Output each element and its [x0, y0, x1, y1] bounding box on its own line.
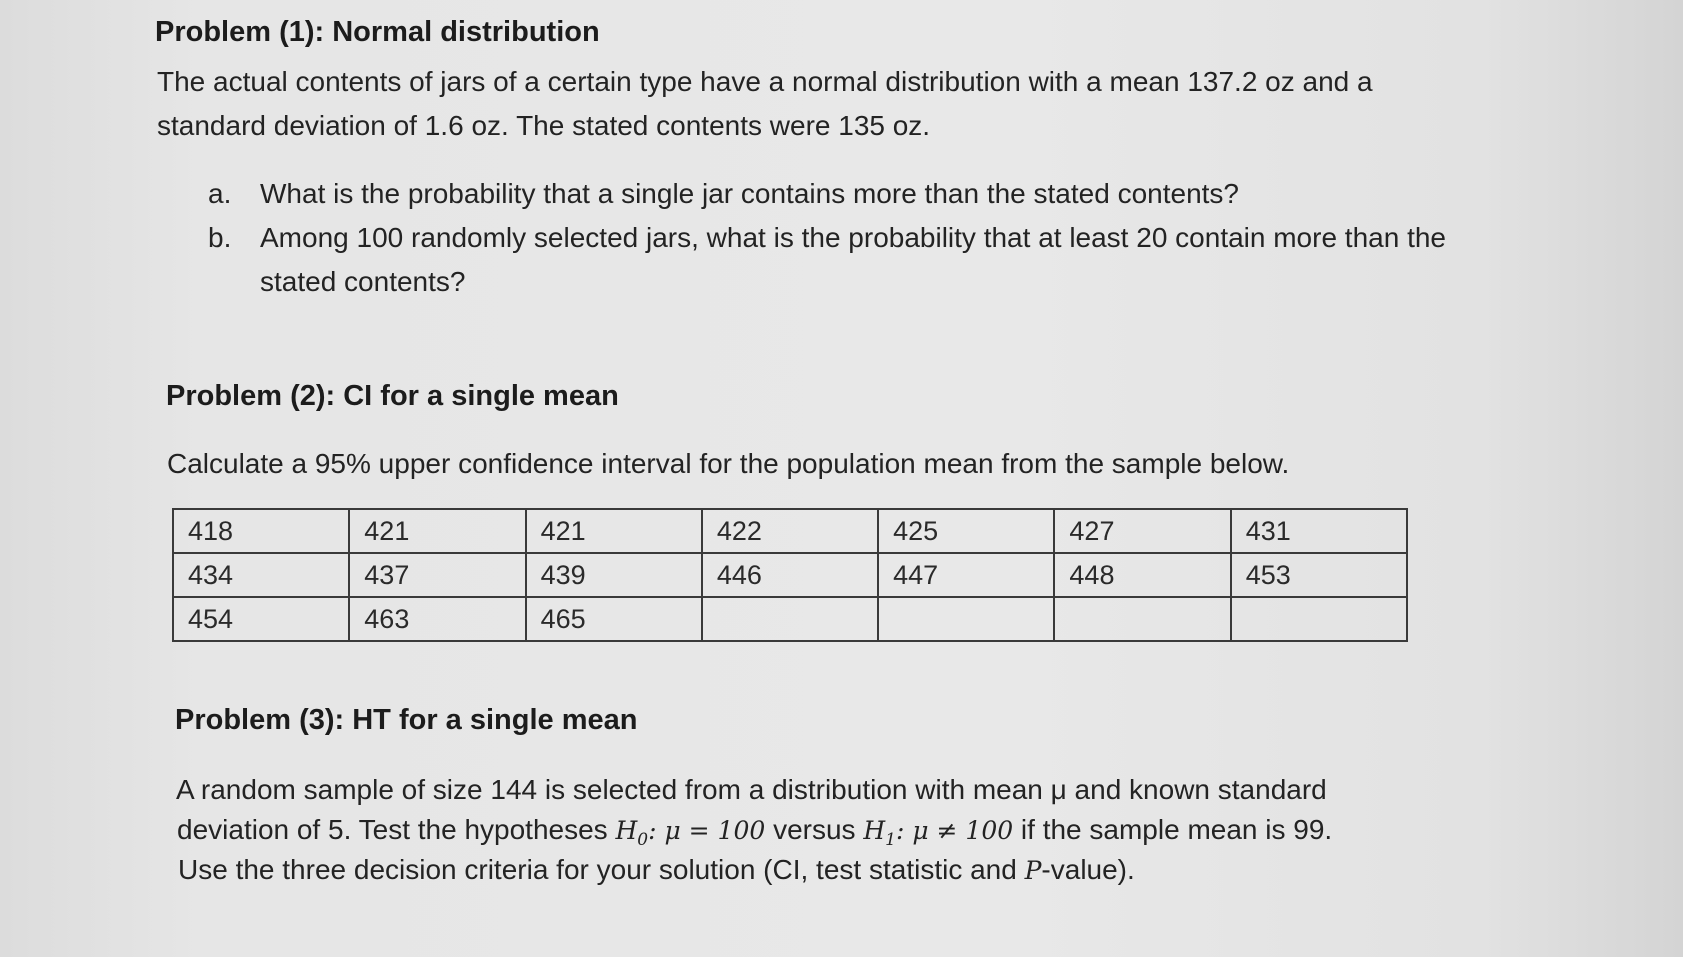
problem1-title: Problem (1): Normal distribution — [155, 16, 600, 48]
versus-word: versus — [773, 814, 856, 845]
table-cell: 418 — [173, 509, 349, 553]
table-cell — [878, 597, 1054, 641]
table-cell: 421 — [526, 509, 702, 553]
table-cell: 446 — [702, 553, 878, 597]
table-cell: 454 — [173, 597, 349, 641]
problem1-text: The actual contents of jars of a certain type have a normal distribution with a mean 137.2 oz and a standard deviation of 1.6 oz. The stated contents were 135 oz. — [157, 66, 1373, 141]
table-cell: 448 — [1054, 553, 1230, 597]
table-row — [173, 553, 1407, 597]
question-b-text: Among 100 randomly selected jars, what is the probability that at least 20 contain more than the stated contents? — [260, 222, 1447, 297]
table-cell — [1054, 597, 1230, 641]
problem3-title: Problem (3): HT for a single mean — [175, 704, 638, 736]
h1-hypothesis: $H_1$: μ ≠ 100 — [863, 816, 1014, 850]
table-cell: 431 — [1231, 509, 1407, 553]
sample-table — [172, 508, 1408, 642]
question-a-marker: a. — [208, 178, 232, 209]
table-cell: 463 — [349, 597, 525, 641]
table-cell: 447 — [878, 553, 1054, 597]
problem3-line3-start: Use the three decision criteria for your solution (CI, test statistic and — [178, 854, 1017, 885]
table-cell: 425 — [878, 509, 1054, 553]
p-symbol: P — [1024, 856, 1042, 885]
problem2-text: Calculate a 95% upper confidence interval for the population mean from the sample below. — [167, 448, 1290, 479]
h0-hypothesis: $H_0$: μ = 100 — [615, 816, 766, 850]
table-cell: 453 — [1231, 553, 1407, 597]
problem2-title: Problem (2): CI for a single mean — [166, 380, 619, 412]
table-cell: 421 — [349, 509, 525, 553]
table-row — [173, 597, 1407, 641]
problem3-line1: A random sample of size 144 is selected from a distribution with mean μ and known standard — [176, 774, 1327, 805]
table-cell: 434 — [173, 553, 349, 597]
table-cell — [1231, 597, 1407, 641]
question-a — [208, 172, 1448, 216]
problem3-line3 — [178, 850, 1135, 891]
question-b — [208, 216, 1448, 304]
problem3-line2-end: if the sample mean is 99. — [1020, 814, 1333, 845]
problem3-line2-start: deviation of 5. Test the hypotheses — [177, 814, 608, 845]
question-b-marker: b. — [208, 222, 232, 253]
table-cell: 465 — [526, 597, 702, 641]
question-a-text: What is the probability that a single jar contains more than the stated contents? — [260, 178, 1240, 209]
table-cell: 427 — [1054, 509, 1230, 553]
table-cell: 437 — [349, 553, 525, 597]
table-cell — [702, 597, 878, 641]
table-cell: 422 — [702, 509, 878, 553]
problem3-line3-end: -value). — [1041, 854, 1135, 885]
problem1-questions — [208, 172, 1448, 304]
table-row — [173, 509, 1407, 553]
table-cell: 439 — [526, 553, 702, 597]
